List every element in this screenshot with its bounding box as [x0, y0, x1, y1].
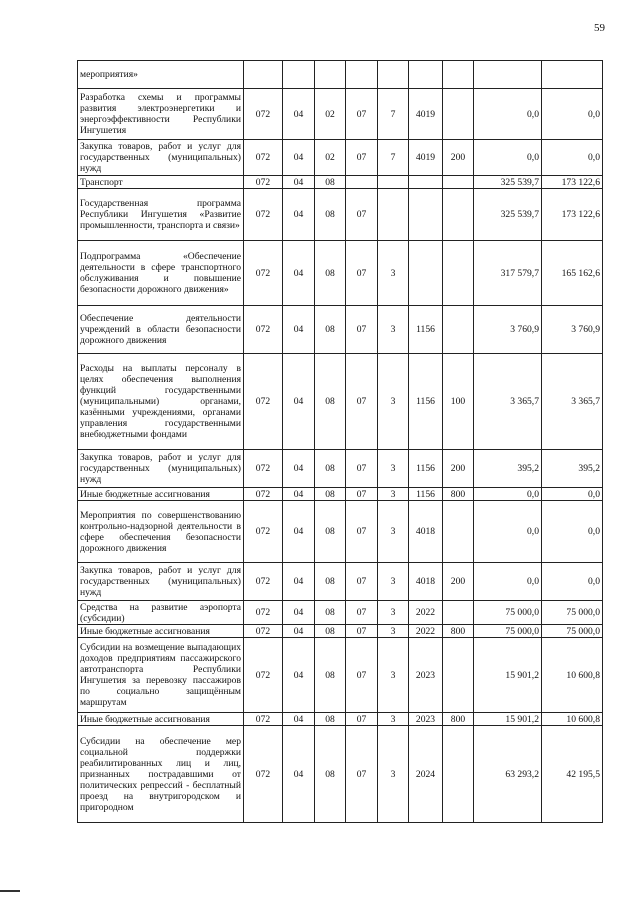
table-row — [78, 306, 603, 354]
section-code: 04 — [283, 713, 315, 726]
table-row — [78, 61, 603, 89]
ministry-code: 072 — [244, 89, 283, 140]
subsection-code: 08 — [315, 450, 346, 488]
table-row — [78, 488, 603, 501]
row-name: Подпрограмма «Обеспечение деятельности в сфере транспортного обслуживания и повышение безопасности дорожного движения» — [78, 241, 244, 306]
amount-planned: 0,0 — [474, 140, 542, 176]
amount-planned: 15 901,2 — [474, 713, 542, 726]
table-row — [78, 601, 603, 625]
table-row — [78, 563, 603, 601]
program-code: 07 — [346, 638, 378, 713]
amount-planned: 3 760,9 — [474, 306, 542, 354]
ministry-code: 072 — [244, 306, 283, 354]
section-code: 04 — [283, 241, 315, 306]
program-code: 07 — [346, 354, 378, 450]
table-row — [78, 450, 603, 488]
page-edge-mark — [0, 890, 20, 892]
budget-table — [77, 60, 603, 823]
amount-planned: 15 901,2 — [474, 638, 542, 713]
row-name: Расходы на выплаты персоналу в целях обеспечения выполнения функций государственными (муниципальными) органами, казёнными учреждениями, органами управления государственными внебюджетными фондами — [78, 354, 244, 450]
program-code: 07 — [346, 501, 378, 563]
table-row — [78, 241, 603, 306]
subsection-code: 08 — [315, 501, 346, 563]
amount-planned — [474, 61, 542, 89]
expense-type-code — [443, 189, 474, 241]
expense-type-code — [443, 638, 474, 713]
subsection-code: 08 — [315, 638, 346, 713]
program-code: 07 — [346, 726, 378, 823]
row-name: Транспорт — [78, 176, 244, 189]
row-name: мероприятия» — [78, 61, 244, 89]
subprogram-code — [378, 176, 409, 189]
table-row — [78, 89, 603, 140]
table-row — [78, 625, 603, 638]
item-code: 2023 — [409, 638, 443, 713]
item-code: 2023 — [409, 713, 443, 726]
amount-executed: 0,0 — [542, 501, 603, 563]
section-code: 04 — [283, 176, 315, 189]
amount-planned: 395,2 — [474, 450, 542, 488]
subsection-code: 08 — [315, 601, 346, 625]
expense-type-code: 800 — [443, 488, 474, 501]
item-code: 2022 — [409, 601, 443, 625]
expense-type-code: 200 — [443, 140, 474, 176]
program-code: 07 — [346, 140, 378, 176]
subsection-code — [315, 61, 346, 89]
ministry-code: 072 — [244, 241, 283, 306]
amount-planned: 63 293,2 — [474, 726, 542, 823]
row-name: Иные бюджетные ассигнования — [78, 488, 244, 501]
item-code — [409, 189, 443, 241]
subprogram-code: 3 — [378, 501, 409, 563]
amount-planned: 0,0 — [474, 89, 542, 140]
item-code — [409, 241, 443, 306]
row-name: Обеспечение деятельности учреждений в области безопасности дорожного движения — [78, 306, 244, 354]
ministry-code: 072 — [244, 638, 283, 713]
subprogram-code — [378, 189, 409, 241]
section-code: 04 — [283, 140, 315, 176]
amount-planned: 325 539,7 — [474, 176, 542, 189]
subsection-code: 08 — [315, 625, 346, 638]
subprogram-code: 7 — [378, 140, 409, 176]
row-name: Разработка схемы и программы развития электроэнергетики и энергоэффективности Республики Ингушетия — [78, 89, 244, 140]
section-code: 04 — [283, 726, 315, 823]
table-row — [78, 189, 603, 241]
amount-executed: 75 000,0 — [542, 625, 603, 638]
section-code: 04 — [283, 189, 315, 241]
ministry-code: 072 — [244, 488, 283, 501]
table-row — [78, 713, 603, 726]
expense-type-code: 100 — [443, 354, 474, 450]
row-name: Иные бюджетные ассигнования — [78, 713, 244, 726]
expense-type-code — [443, 726, 474, 823]
ministry-code: 072 — [244, 713, 283, 726]
amount-executed — [542, 61, 603, 89]
subprogram-code: 3 — [378, 625, 409, 638]
item-code: 1156 — [409, 354, 443, 450]
item-code — [409, 176, 443, 189]
subprogram-code: 3 — [378, 354, 409, 450]
ministry-code: 072 — [244, 176, 283, 189]
expense-type-code: 200 — [443, 563, 474, 601]
program-code: 07 — [346, 601, 378, 625]
item-code: 2022 — [409, 625, 443, 638]
subsection-code: 02 — [315, 140, 346, 176]
subprogram-code: 3 — [378, 563, 409, 601]
section-code — [283, 61, 315, 89]
expense-type-code — [443, 61, 474, 89]
program-code: 07 — [346, 306, 378, 354]
table-row — [78, 638, 603, 713]
subprogram-code: 3 — [378, 726, 409, 823]
subsection-code: 08 — [315, 189, 346, 241]
subprogram-code: 3 — [378, 241, 409, 306]
amount-executed: 0,0 — [542, 563, 603, 601]
ministry-code: 072 — [244, 601, 283, 625]
subprogram-code: 7 — [378, 89, 409, 140]
expense-type-code — [443, 176, 474, 189]
expense-type-code: 800 — [443, 625, 474, 638]
subprogram-code — [378, 61, 409, 89]
expense-type-code — [443, 306, 474, 354]
program-code — [346, 61, 378, 89]
program-code: 07 — [346, 563, 378, 601]
subsection-code: 08 — [315, 176, 346, 189]
amount-executed: 0,0 — [542, 89, 603, 140]
amount-executed: 75 000,0 — [542, 601, 603, 625]
subprogram-code: 3 — [378, 306, 409, 354]
item-code: 1156 — [409, 306, 443, 354]
amount-executed: 173 122,6 — [542, 189, 603, 241]
subprogram-code: 3 — [378, 488, 409, 501]
row-name: Закупка товаров, работ и услуг для государственных (муниципальных) нужд — [78, 450, 244, 488]
row-name: Субсидии на обеспечение мер социальной поддержки реабилитированных лиц и лиц, признанных пострадавшими от политических репрессий - бесплатный проезд на внутригородском и пригородном — [78, 726, 244, 823]
amount-planned: 317 579,7 — [474, 241, 542, 306]
row-name: Средства на развитие аэропорта (субсидии) — [78, 601, 244, 625]
subsection-code: 08 — [315, 488, 346, 501]
subprogram-code: 3 — [378, 638, 409, 713]
program-code: 07 — [346, 241, 378, 306]
section-code: 04 — [283, 601, 315, 625]
subsection-code: 08 — [315, 306, 346, 354]
expense-type-code — [443, 89, 474, 140]
ministry-code: 072 — [244, 563, 283, 601]
subsection-code: 08 — [315, 726, 346, 823]
amount-executed: 10 600,8 — [542, 638, 603, 713]
amount-planned: 325 539,7 — [474, 189, 542, 241]
section-code: 04 — [283, 306, 315, 354]
item-code — [409, 61, 443, 89]
ministry-code: 072 — [244, 726, 283, 823]
amount-planned: 0,0 — [474, 563, 542, 601]
row-name: Закупка товаров, работ и услуг для государственных (муниципальных) нужд — [78, 563, 244, 601]
expense-type-code: 800 — [443, 713, 474, 726]
subprogram-code: 3 — [378, 601, 409, 625]
amount-executed: 173 122,6 — [542, 176, 603, 189]
ministry-code: 072 — [244, 501, 283, 563]
subsection-code: 08 — [315, 713, 346, 726]
item-code: 1156 — [409, 488, 443, 501]
item-code: 4018 — [409, 501, 443, 563]
program-code: 07 — [346, 89, 378, 140]
ministry-code: 072 — [244, 354, 283, 450]
section-code: 04 — [283, 563, 315, 601]
program-code: 07 — [346, 625, 378, 638]
table-row — [78, 501, 603, 563]
expense-type-code — [443, 501, 474, 563]
ministry-code: 072 — [244, 140, 283, 176]
ministry-code: 072 — [244, 189, 283, 241]
program-code: 07 — [346, 713, 378, 726]
table-row — [78, 726, 603, 823]
item-code: 4019 — [409, 140, 443, 176]
item-code: 2024 — [409, 726, 443, 823]
table-row — [78, 354, 603, 450]
section-code: 04 — [283, 450, 315, 488]
table-row — [78, 140, 603, 176]
row-name: Мероприятия по совершенствованию контрольно-надзорной деятельности в сфере обеспечения безопасности дорожного движения — [78, 501, 244, 563]
amount-executed: 3 760,9 — [542, 306, 603, 354]
item-code: 4019 — [409, 89, 443, 140]
table-row — [78, 176, 603, 189]
amount-executed: 10 600,8 — [542, 713, 603, 726]
amount-executed: 0,0 — [542, 140, 603, 176]
section-code: 04 — [283, 354, 315, 450]
section-code: 04 — [283, 638, 315, 713]
section-code: 04 — [283, 488, 315, 501]
subprogram-code: 3 — [378, 450, 409, 488]
program-code: 07 — [346, 450, 378, 488]
subsection-code: 02 — [315, 89, 346, 140]
subprogram-code: 3 — [378, 713, 409, 726]
row-name: Закупка товаров, работ и услуг для государственных (муниципальных) нужд — [78, 140, 244, 176]
row-name: Иные бюджетные ассигнования — [78, 625, 244, 638]
subsection-code: 08 — [315, 241, 346, 306]
section-code: 04 — [283, 89, 315, 140]
program-code — [346, 176, 378, 189]
program-code: 07 — [346, 189, 378, 241]
amount-planned: 0,0 — [474, 488, 542, 501]
expense-type-code — [443, 601, 474, 625]
section-code: 04 — [283, 501, 315, 563]
item-code: 4018 — [409, 563, 443, 601]
section-code: 04 — [283, 625, 315, 638]
item-code: 1156 — [409, 450, 443, 488]
ministry-code — [244, 61, 283, 89]
program-code: 07 — [346, 488, 378, 501]
amount-executed: 165 162,6 — [542, 241, 603, 306]
subsection-code: 08 — [315, 354, 346, 450]
ministry-code: 072 — [244, 625, 283, 638]
expense-type-code — [443, 241, 474, 306]
amount-planned: 75 000,0 — [474, 601, 542, 625]
amount-planned: 0,0 — [474, 501, 542, 563]
page-number: 59 — [594, 22, 605, 34]
subsection-code: 08 — [315, 563, 346, 601]
amount-planned: 75 000,0 — [474, 625, 542, 638]
amount-executed: 0,0 — [542, 488, 603, 501]
row-name: Государственная программа Республики Ингушетия «Развитие промышленности, транспорта и связи» — [78, 189, 244, 241]
ministry-code: 072 — [244, 450, 283, 488]
amount-executed: 395,2 — [542, 450, 603, 488]
amount-executed: 42 195,5 — [542, 726, 603, 823]
amount-planned: 3 365,7 — [474, 354, 542, 450]
amount-executed: 3 365,7 — [542, 354, 603, 450]
expense-type-code: 200 — [443, 450, 474, 488]
row-name: Субсидии на возмещение выпадающих доходов предприятиям пассажирского автотранспорта Республики Ингушетия за перевозку пассажиров по социально защищённым маршрутам — [78, 638, 244, 713]
